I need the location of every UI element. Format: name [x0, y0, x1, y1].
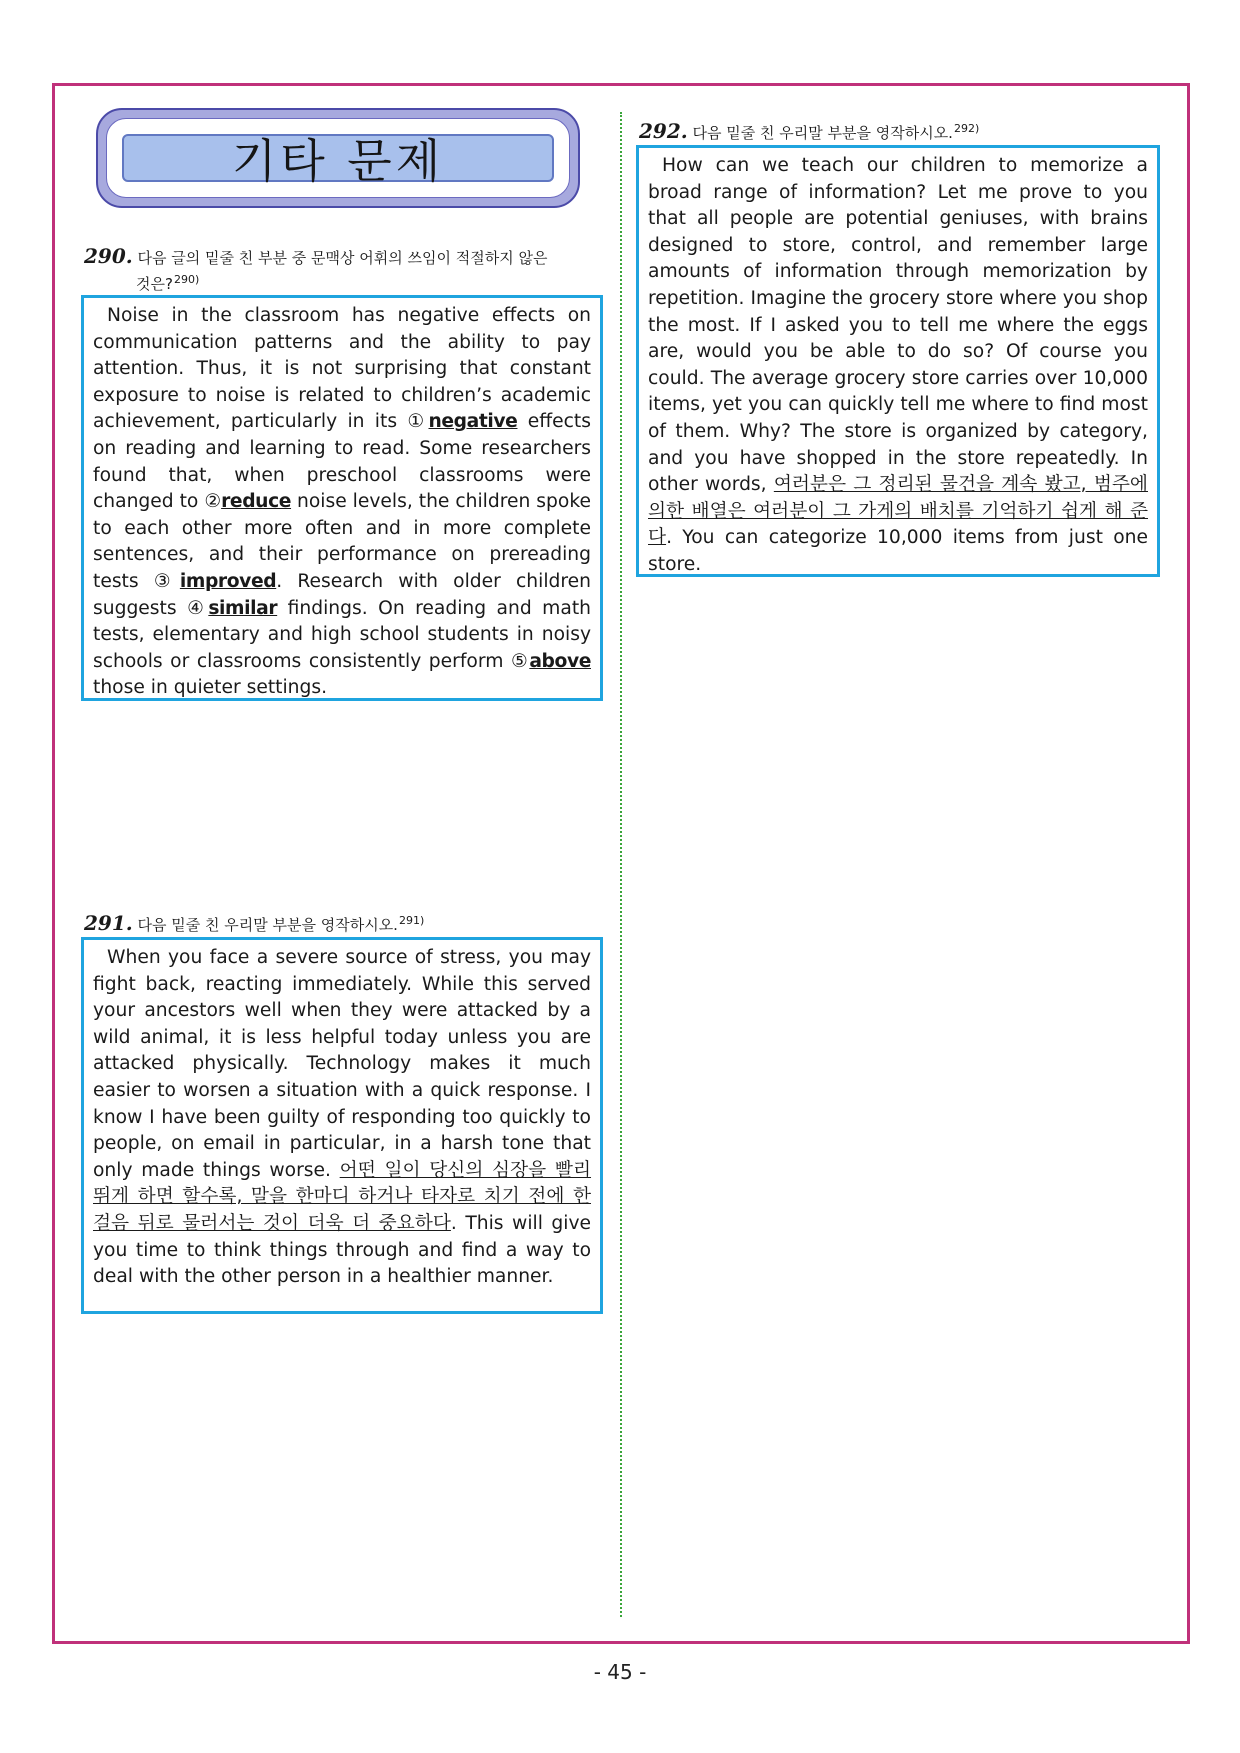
choice-marker: ⑤	[510, 650, 530, 672]
question-number: 291.	[84, 911, 133, 935]
question-number: 290.	[84, 244, 133, 268]
question-291-heading	[84, 910, 604, 936]
choice-word: negative	[428, 411, 518, 433]
choice-marker: ③	[153, 570, 180, 592]
question-291-passage: When you face a severe source of stress, you may fight back, reacting immediately. While this served your ancestors well when they were attacked by a wild animal, it is less helpful today unless you are attacked physically. Technology makes it much easier to worsen a situation with a quick response. I know I have been guilty of responding too quickly to people, on email in particular, in a harsh tone that only made things worse. 어떤 일이 당신의 심장을 빨리 뛰게 하면 할수록, 말을 한마디 하거나 타자로 치기 전에 한 걸음 뒤로 물러서는 것이 더욱 더 중요하다. This will give you time to think things through and find a way to deal with the other person in a healthier manner.	[81, 937, 603, 1314]
question-instruction: 다음 글의 밑줄 친 부분 중 문맥상 어휘의 쓰임이 적절하지 않은	[137, 249, 548, 267]
choice-word: improved	[179, 570, 277, 592]
underlined-korean: 어떤 일이 당신의 심장을 빨리 뛰게 하면 할수록, 말을 한마디 하거나 타자로 치기 전에 한 걸음 뒤로 물러서는 것이 더욱 더 중요하다	[93, 1159, 592, 1234]
choice-word: reduce	[221, 491, 292, 513]
question-instruction: 다음 밑줄 친 우리말 부분을 영작하시오.	[692, 124, 953, 142]
choice-word: above	[529, 650, 591, 672]
question-290-passage: Noise in the classroom has negative effects on communication patterns and the ability to pay attention. Thus, it is not surprising that constant exposure to noise is related to children’s academic achievement, particularly in its ①negative effects on reading and learning to read. Some researchers found that, when preschool classrooms were changed to ②reduce noise levels, the children spoke to each other more often and in more complete sentences, and their performance on prereading tests ③improved. Research with older children suggests ④similar findings. On reading and math tests, elementary and high school students in noisy schools or classrooms consistently perform ⑤above those in quieter settings.	[81, 295, 603, 701]
footnote-ref: 290)	[173, 273, 200, 286]
choice-marker: ①	[407, 411, 429, 433]
choice-marker: ②	[204, 491, 222, 513]
page-title: 기타 문제	[231, 134, 445, 188]
question-290-heading	[84, 245, 604, 295]
footnote-ref: 292)	[953, 122, 980, 135]
underlined-korean: 여러분은 그 정리된 물건을 계속 봤고, 범주에 의한 배열은 여러분이 그 가게의 배치를 기억하기 쉽게 해 준다	[648, 474, 1148, 549]
question-number: 292.	[639, 119, 688, 143]
title-banner	[96, 108, 580, 208]
choice-marker: ④	[187, 597, 209, 619]
question-292-passage: How can we teach our children to memorize a broad range of information? Let me prove to you that all people are potential geniuses, with brains designed to store, control, and remember large amounts of information through memorization by repetition. Imagine the grocery store where you shop the most. If I asked you to tell me where the eggs are, would you be able to do so? Of course you could. The average grocery store carries over 10,000 items, yet you can quickly tell me where to find most of them. Why? The store is organized by category, and you have shopped in the store repeatedly. In other words, 여러분은 그 정리된 물건을 계속 봤고, 범주에 의한 배열은 여러분이 그 가게의 배치를 기억하기 쉽게 해 준다. You can categorize 10,000 items from just one store.	[636, 145, 1160, 577]
page-number: - 45 -	[593, 1660, 647, 1684]
footnote-ref: 291)	[398, 914, 425, 927]
question-instruction-cont: 것은?	[136, 275, 173, 293]
column-divider	[620, 112, 622, 1617]
choice-word: similar	[208, 597, 278, 619]
question-instruction: 다음 밑줄 친 우리말 부분을 영작하시오.	[137, 916, 398, 934]
question-292-heading	[639, 118, 1159, 144]
